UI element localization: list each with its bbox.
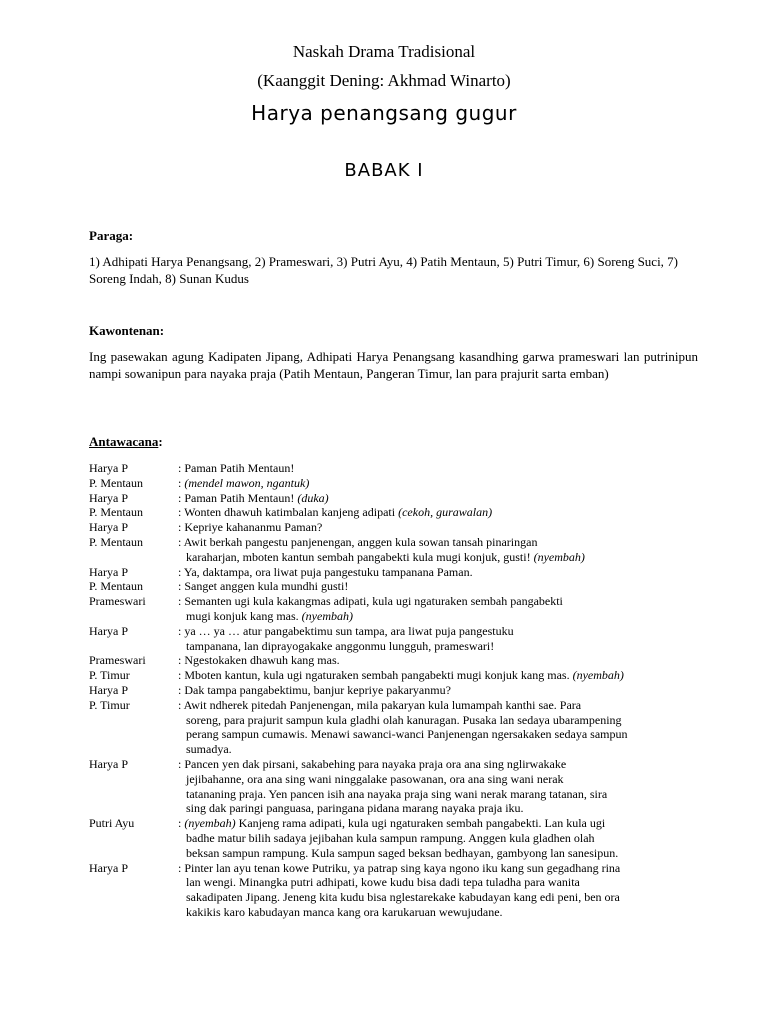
dialogue-text — [178, 624, 709, 654]
dialogue-row — [89, 461, 709, 476]
paraga-heading: Paraga: — [89, 228, 134, 243]
dialogue-line — [178, 653, 709, 668]
spoken-text: perang sampun cumawis. Menawi sawanci-wanci Panjenengan ngersakaken sedaya sampun — [186, 727, 628, 742]
dialogue-text — [178, 476, 709, 491]
dialogue-row — [89, 683, 709, 698]
spoken-text: : — [178, 816, 185, 831]
dialogue-line — [178, 683, 709, 698]
author-line: (Kaanggit Dening: Akhmad Winarto) — [257, 71, 511, 90]
spoken-text: : — [178, 475, 185, 490]
speaker-name: Harya P — [89, 682, 128, 697]
dialogue-line — [178, 846, 709, 861]
dialogue-line — [178, 713, 709, 728]
dialogue-row — [89, 816, 709, 860]
dialogue-line — [178, 787, 709, 802]
dialogue-line — [178, 905, 709, 920]
speaker-name: P. Mentaun — [89, 475, 143, 490]
spoken-text: kakikis karo kabudayan manca kang ora karukaruan wewujudane. — [186, 904, 503, 919]
dialogue-list — [89, 461, 709, 920]
speaker-name: Harya P — [89, 520, 128, 535]
spoken-text: : Ya, daktampa, ora liwat puja pangestuku tampanana Paman. — [178, 564, 473, 579]
spoken-text: Kanjeng rama adipati, kula ugi ngaturaken sembah pangabekti. Lan kula ugi — [235, 816, 606, 831]
spoken-text: sing dak paringi panguasa, paringana pidana marang nayaka praja iku. — [186, 801, 524, 816]
spoken-text: : Kepriye kahananmu Paman? — [178, 520, 323, 535]
spoken-text: soreng, para prajurit sampun kula gladhi olah kanuragan. Pusaka lan sedaya ubarampening — [186, 712, 622, 727]
spoken-text: : Ngestokaken dhawuh kang mas. — [178, 653, 340, 668]
antawacana-label: Antawacana — [89, 434, 159, 449]
dialogue-line — [178, 742, 709, 757]
speaker-name: P. Timur — [89, 668, 130, 683]
dialogue-line — [178, 609, 709, 624]
paraga-text: 1) Adhipati Harya Penangsang, 2) Prameswari, 3) Putri Ayu, 4) Patih Mentaun, 5) Putri Timur, 6) Soreng Suci, 7) Soreng Indah, 8) Sunan Kudus — [89, 254, 679, 286]
stage-direction: (mendel mawon, ngantuk) — [184, 475, 310, 490]
dialogue-line — [178, 816, 709, 831]
spoken-text: beksan sampun rampung. Kula sampun saged beksan bedhayan, gambyong lan sanesipun. — [186, 845, 619, 860]
spoken-text: sakadipaten Jipang. Jeneng kita kudu bisa nglestarekake kabudayan kang edi peni, ben ora — [186, 890, 620, 905]
stage-direction: (nyembah) — [301, 608, 353, 623]
dialogue-line — [178, 727, 709, 742]
dialogue-line — [178, 668, 709, 683]
dialogue-text — [178, 757, 709, 816]
speaker-name: Prameswari — [89, 653, 146, 668]
stage-direction: (duka) — [297, 490, 329, 505]
dialogue-line — [178, 550, 709, 565]
stage-direction: (nyembah) — [572, 668, 624, 683]
dialogue-line — [178, 861, 709, 876]
dialogue-row — [89, 476, 709, 491]
speaker-name: Harya P — [89, 623, 128, 638]
kawontenan-heading: Kawontenan: — [89, 323, 165, 338]
speaker-name: Putri Ayu — [89, 816, 135, 831]
spoken-text: : ya … ya … atur pangabektimu sun tampa, ara liwat puja pangestuku — [178, 623, 514, 638]
dialogue-line — [178, 757, 709, 772]
dialogue-text — [178, 816, 709, 860]
dialogue-row — [89, 861, 709, 920]
antawacana-heading — [89, 434, 163, 450]
dialogue-line — [178, 801, 709, 816]
dialogue-line — [178, 624, 709, 639]
spoken-text: tatananing praja. Yen pancen isih ana nayaka praja sing wani nerak marang tatanan, sira — [186, 786, 608, 801]
dialogue-line — [178, 639, 709, 654]
spoken-text: : Dak tampa pangabektimu, banjur kepriye pakaryanmu? — [178, 682, 451, 697]
dialogue-line — [178, 535, 709, 550]
dialogue-text — [178, 461, 709, 476]
dialogue-text — [178, 698, 709, 757]
dialogue-line — [178, 461, 709, 476]
spoken-text: : Sanget anggen kula mundhi gusti! — [178, 579, 349, 594]
spoken-text: : Pinter lan ayu tenan kowe Putriku, ya patrap sing kaya ngono iku kang sun gegadhang rina — [178, 860, 621, 875]
antawacana-colon: : — [158, 434, 163, 449]
stage-direction: (nyembah) — [184, 816, 236, 831]
dialogue-line — [178, 772, 709, 787]
spoken-text: jejibahanne, ora ana sing wani ninggalake pasowanan, ora ana sing wani nerak — [186, 771, 564, 786]
spoken-text: : Semanten ugi kula kakangmas adipati, kula ugi ngaturaken sembah pangabekti — [178, 594, 563, 609]
dialogue-line — [178, 698, 709, 713]
dialogue-text — [178, 668, 709, 683]
spoken-text: sumadya. — [186, 742, 232, 757]
speaker-name: Harya P — [89, 860, 128, 875]
dialogue-text — [178, 861, 709, 920]
dialogue-line — [178, 579, 709, 594]
speaker-name: P. Timur — [89, 697, 130, 712]
dialogue-row — [89, 520, 709, 535]
document-subtitle: Naskah Drama Tradisional — [292, 42, 476, 61]
dialogue-line — [178, 875, 709, 890]
spoken-text: : Pancen yen dak pirsani, sakabehing para nayaka praja ora ana sing nglirwakake — [178, 756, 567, 771]
spoken-text: lan wengi. Minangka putri adhipati, kowe kudu bisa dadi tepa tuladha para wanita — [186, 875, 580, 890]
dialogue-line — [178, 890, 709, 905]
dialogue-text — [178, 653, 709, 668]
document-title: Harya penangsang gugur — [251, 101, 517, 125]
dialogue-row — [89, 698, 709, 757]
speaker-name: Harya P — [89, 564, 128, 579]
speaker-name: P. Mentaun — [89, 534, 143, 549]
dialogue-text — [178, 535, 709, 565]
kawontenan-text: Ing pasewakan agung Kadipaten Jipang, Adhipati Harya Penangsang kasandhing garwa prameswari lan putrinipun nampi sowanipun para nayaka praja (Patih Mentaun, Pangeran Timur, lan para prajurit sarta emban) — [89, 349, 698, 381]
dialogue-text — [178, 505, 709, 520]
dialogue-row — [89, 653, 709, 668]
speaker-name: P. Mentaun — [89, 505, 143, 520]
dialogue-row — [89, 491, 709, 506]
spoken-text: mugi konjuk kang mas. — [186, 608, 302, 623]
dialogue-line — [178, 491, 709, 506]
dialogue-row — [89, 757, 709, 816]
dialogue-text — [178, 683, 709, 698]
dialogue-text — [178, 520, 709, 535]
speaker-name: Prameswari — [89, 594, 146, 609]
spoken-text: : Mboten kantun, kula ugi ngaturaken sembah pangabekti mugi konjuk kang mas. — [178, 668, 573, 683]
dialogue-line — [178, 594, 709, 609]
dialogue-row — [89, 535, 709, 565]
dialogue-text — [178, 565, 709, 580]
stage-direction: (nyembah) — [533, 549, 585, 564]
spoken-text: badhe matur bilih sadaya jejibahan kula sampun rampung. Anggen kula gladhen olah — [186, 830, 595, 845]
dialogue-line — [178, 476, 709, 491]
spoken-text: : Paman Patih Mentaun! — [178, 490, 298, 505]
spoken-text: : Paman Patih Mentaun! — [178, 461, 295, 475]
dialogue-text — [178, 491, 709, 506]
dialogue-row — [89, 505, 709, 520]
speaker-name: P. Mentaun — [89, 579, 143, 594]
spoken-text: : Awit berkah pangestu panjenengan, anggen kula sowan tansah pinaringan — [178, 534, 538, 549]
spoken-text: : Wonten dhawuh katimbalan kanjeng adipati — [178, 505, 399, 520]
speaker-name: Harya P — [89, 461, 128, 475]
dialogue-row — [89, 594, 709, 624]
spoken-text: tampanana, lan diprayogakake anggonmu lungguh, prameswari! — [186, 638, 495, 653]
dialogue-text — [178, 594, 709, 624]
dialogue-row — [89, 579, 709, 594]
spoken-text: karaharjan, mboten kantun sembah pangabekti kula mugi konjuk, gusti! — [186, 549, 534, 564]
dialogue-line — [178, 565, 709, 580]
dialogue-line — [178, 831, 709, 846]
dialogue-row — [89, 624, 709, 654]
dialogue-row — [89, 565, 709, 580]
dialogue-text — [178, 579, 709, 594]
dialogue-line — [178, 505, 709, 520]
speaker-name: Harya P — [89, 756, 128, 771]
speaker-name: Harya P — [89, 490, 128, 505]
dialogue-row — [89, 668, 709, 683]
spoken-text: : Awit ndherek pitedah Panjenengan, mila pakaryan kula lumampah kanthi sae. Para — [178, 697, 582, 712]
act-heading: BABAK I — [344, 160, 424, 181]
dialogue-line — [178, 520, 709, 535]
stage-direction: (cekoh, gurawalan) — [398, 505, 493, 520]
